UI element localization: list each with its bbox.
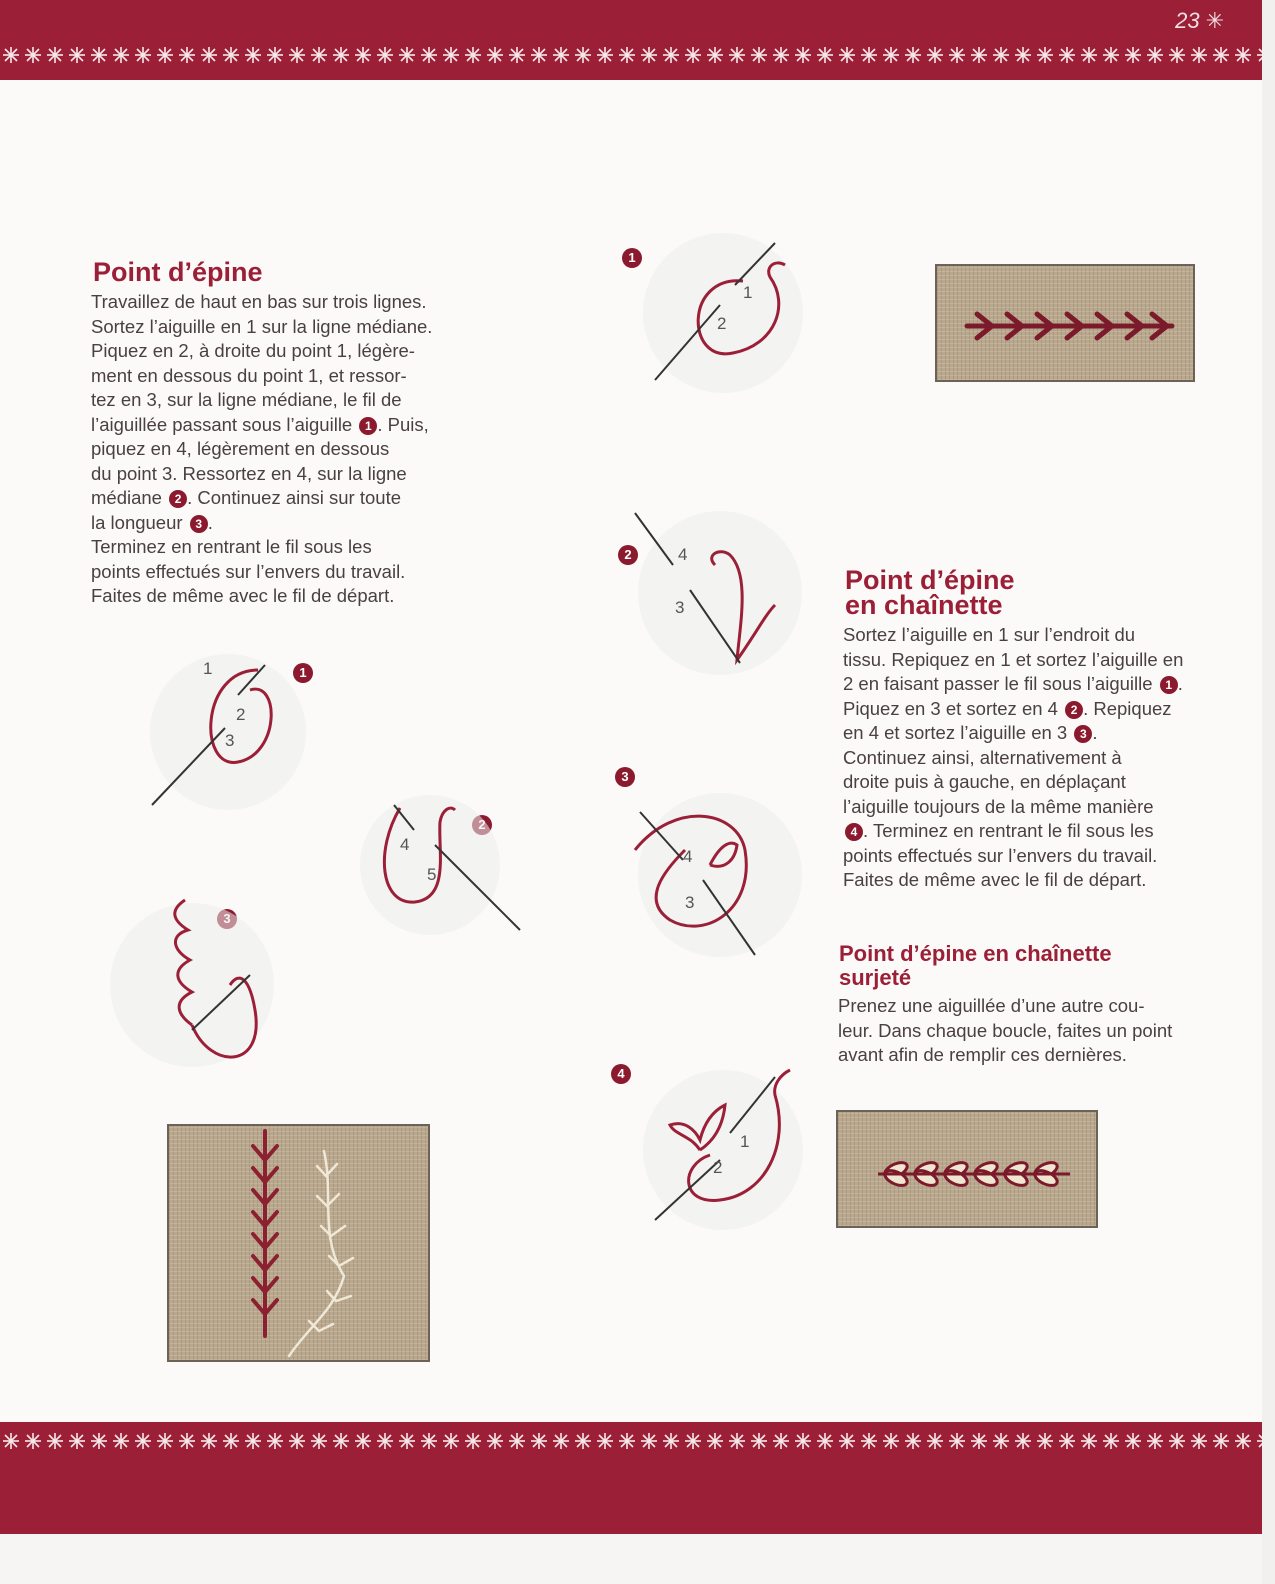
diagram-label: 4 bbox=[400, 835, 410, 854]
fabric-photo-point-epine bbox=[167, 1124, 430, 1362]
text-line: en 4 et sortez l’aiguille en 3 3 . bbox=[843, 722, 1098, 743]
diagram-label: 3 bbox=[685, 893, 695, 912]
text-line bbox=[91, 511, 440, 536]
text-line: Prenez une aiguillée d’une autre cou- bbox=[838, 995, 1145, 1016]
text-line: Travaillez de haut en bas sur trois lignes. bbox=[91, 291, 427, 312]
step-badge: 1 bbox=[622, 248, 642, 268]
text-fragment: l’aiguillée passant sous l’aiguille bbox=[91, 413, 353, 435]
step-badge: 2 bbox=[1065, 701, 1083, 719]
section-title-point-epine-chainette bbox=[845, 565, 1015, 620]
stitch-diagram-step-2 bbox=[350, 790, 530, 945]
text-line bbox=[843, 819, 1191, 844]
text-line: Faites de même avec le fil de départ. bbox=[91, 585, 395, 606]
embroidery-sample-icon bbox=[838, 1112, 1098, 1228]
text-line: 2 en faisant passer le fil sous l’aiguille 1 . bbox=[843, 673, 1183, 694]
text-line: Piquez en 2, à droite du point 1, légère- bbox=[91, 340, 415, 361]
embroidery-sample-icon bbox=[169, 1126, 430, 1362]
text-line bbox=[843, 697, 1191, 722]
text-fragment: 2 en faisant passer le fil sous l’aiguille bbox=[843, 673, 1153, 694]
text-line: piquez en 4, légèrement en dessous bbox=[91, 438, 390, 459]
diagram-label: 5 bbox=[427, 865, 437, 884]
text-line bbox=[91, 486, 440, 511]
chain-stitch-diagram-step-4 bbox=[625, 1055, 815, 1235]
text-line: Continuez ainsi, alternativement à bbox=[843, 746, 1122, 768]
text-line: du point 3. Ressortez en 4, sur la ligne bbox=[91, 462, 407, 484]
stitch-diagram-step-3 bbox=[100, 890, 290, 1085]
page-edge bbox=[1262, 0, 1275, 1584]
diagram-label: 2 bbox=[717, 314, 727, 333]
fabric-photo-chain-epine bbox=[935, 264, 1195, 382]
text-fragment: la longueur bbox=[91, 511, 183, 533]
footer-band bbox=[0, 1422, 1262, 1534]
text-fragment: . bbox=[207, 511, 213, 533]
text-line: points effectués sur l’envers du travail. bbox=[91, 560, 406, 582]
section-title-chainette-surjete bbox=[839, 942, 1112, 990]
step-badge: 3 bbox=[615, 767, 635, 787]
section-title-point-epine: Point d’épine bbox=[93, 257, 263, 287]
text-line: tissu. Repiquez en 1 et sortez l’aiguille en bbox=[843, 648, 1184, 670]
text-fragment: . Puis, bbox=[377, 413, 429, 435]
diagram-label: 3 bbox=[225, 731, 235, 750]
page-bottom-margin bbox=[0, 1534, 1262, 1584]
text-line: ment en dessous du point 1, et ressor- bbox=[91, 364, 407, 386]
text-fragment: Piquez en 3 et sortez en 4 bbox=[843, 697, 1058, 719]
chain-stitch-diagram-step-1 bbox=[625, 225, 815, 400]
text-fragment: . Terminez en rentrant le fil sous les bbox=[863, 820, 1154, 841]
text-fragment: en 4 et sortez l’aiguille en 3 bbox=[843, 722, 1068, 743]
diagram-label: 4 bbox=[678, 545, 688, 564]
title-line: Point d’épine bbox=[845, 565, 1015, 595]
page-number bbox=[1175, 8, 1224, 34]
diagram-label: 1 bbox=[203, 659, 213, 678]
text-line: l’aiguille toujours de la même manière bbox=[843, 795, 1154, 817]
text-fragment: . Repiquez bbox=[1083, 697, 1172, 719]
step-badge: 4 bbox=[611, 1064, 631, 1084]
page-number-text: 23 bbox=[1175, 8, 1200, 33]
step-badge: 3 bbox=[1074, 725, 1092, 743]
section-text-chainette-surjete bbox=[838, 994, 1186, 1068]
diagram-label: 1 bbox=[740, 1132, 750, 1151]
header-snowflake-border bbox=[0, 40, 1262, 70]
diagram-label: 3 bbox=[675, 598, 685, 617]
text-fragment: médiane bbox=[91, 487, 162, 508]
chain-stitch-diagram-step-2 bbox=[625, 505, 815, 685]
text-fragment: . Continuez ainsi sur toute bbox=[187, 487, 402, 508]
title-line: surjeté bbox=[839, 965, 912, 990]
title-line: en chaînette bbox=[845, 590, 1003, 620]
step-badge: 1 bbox=[1160, 676, 1178, 694]
embroidery-sample-icon bbox=[937, 266, 1195, 382]
step-badge: 3 bbox=[190, 515, 208, 533]
text-line: Terminez en rentrant le fil sous les bbox=[91, 536, 372, 557]
text-line bbox=[91, 413, 440, 438]
text-line: points effectués sur l’envers du travail. bbox=[843, 844, 1158, 866]
step-badge: 4 bbox=[845, 823, 863, 841]
diagram-label: 1 bbox=[743, 283, 753, 302]
step-badge: 1 bbox=[359, 417, 377, 435]
section-text-point-epine bbox=[91, 290, 440, 609]
step-badge: 2 bbox=[169, 490, 187, 508]
chain-stitch-diagram-step-3 bbox=[625, 790, 815, 970]
header-band bbox=[0, 0, 1262, 80]
text-line: Sortez l’aiguille en 1 sur l’endroit du bbox=[843, 624, 1136, 645]
text-line: tez en 3, sur la ligne médiane, le fil de bbox=[91, 389, 402, 410]
footer-snowflake-border bbox=[0, 1426, 1262, 1456]
stitch-diagram-step-1 bbox=[140, 650, 320, 825]
text-line: droite puis à gauche, en déplaçant bbox=[843, 771, 1126, 792]
snowflake-icon: ✳ bbox=[1205, 8, 1224, 33]
step-badge: 1 bbox=[293, 663, 313, 683]
diagram-label: 4 bbox=[683, 847, 693, 866]
title-line: Point d’épine en chaînette bbox=[839, 941, 1112, 966]
text-line: avant afin de remplir ces dernières. bbox=[838, 1044, 1127, 1065]
text-line: Sortez l’aiguille en 1 sur la ligne médiane. bbox=[91, 315, 433, 337]
text-line: leur. Dans chaque boucle, faites un point bbox=[838, 1019, 1173, 1041]
section-text-point-epine-chainette bbox=[843, 623, 1191, 893]
step-badge: 2 bbox=[618, 545, 638, 565]
diagram-label: 2 bbox=[713, 1158, 723, 1177]
diagram-label: 2 bbox=[236, 705, 246, 724]
fabric-photo-chainette-surjete bbox=[836, 1110, 1098, 1228]
text-line: Faites de même avec le fil de départ. bbox=[843, 869, 1147, 890]
